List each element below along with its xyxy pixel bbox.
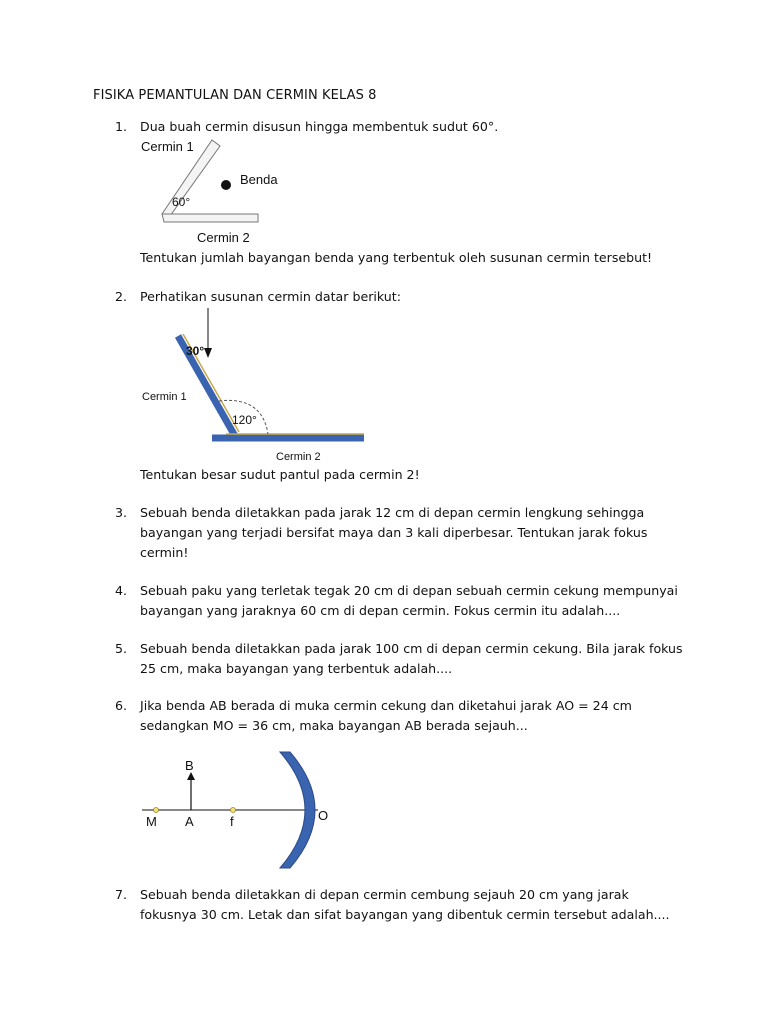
question-text: Perhatikan susunan cermin datar berikut: [140,289,401,304]
mirror-1-label: Cermin 1 [141,139,194,154]
label-m: M [146,814,157,829]
mirror-1-label: Cermin 1 [142,391,187,403]
question-line: 25 cm, maka bayangan yang terbentuk adalah.... [140,661,453,676]
label-a: A [185,814,194,829]
question-line: Sebuah benda diletakkan di depan cermin cembung sejauh 20 cm yang jarak [140,887,629,902]
point-m [154,808,159,813]
question-number: 4. [115,583,128,598]
question-line: Jika benda AB berada di muka cermin cekung dan diketahui jarak AO = 24 cm [140,698,632,713]
figure-concave-mirror [140,750,360,870]
angle-between-label: 120° [232,413,257,427]
mirror-2-shape [162,214,258,222]
question-number: 3. [115,505,128,520]
question-number: 1. [115,119,128,134]
question-number: 6. [115,698,128,713]
point-f [231,808,236,813]
label-f: f [230,814,234,829]
object-dot [221,180,231,190]
question-followup: Tentukan besar sudut pantul pada cermin 2! [140,467,420,482]
question-line: fokusnya 30 cm. Letak dan sifat bayangan yang dibentuk cermin tersebut adalah.... [140,907,670,922]
question-number: 5. [115,641,128,656]
mirror-2-label: Cermin 2 [276,451,321,463]
question-followup: Tentukan jumlah bayangan benda yang terbentuk oleh susunan cermin tersebut! [140,250,653,265]
question-line: cermin! [140,545,189,560]
object-label: Benda [240,172,278,187]
question-line: Sebuah benda diletakkan pada jarak 100 cm di depan cermin cekung. Bila jarak fokus [140,641,683,656]
label-b: B [185,758,194,773]
question-line: Sebuah paku yang terletak tegak 20 cm di depan sebuah cermin cekung mempunyai [140,583,678,598]
label-o: O [318,808,329,823]
question-number: 2. [115,289,128,304]
question-number: 7. [115,887,128,902]
angle-incident-label: 30° [186,344,205,358]
question-line: bayangan yang terjadi bersifat maya dan 3 kali diperbesar. Tentukan jarak fokus [140,525,648,540]
figure-two-mirrors-60 [140,138,290,248]
question-line: bayangan yang jaraknya 60 cm di depan cermin. Fokus cermin itu adalah.... [140,603,621,618]
incident-arrow [204,348,212,358]
mirror-2-label: Cermin 2 [197,230,250,245]
object-arrow-head [187,772,195,780]
document-title: FISIKA PEMANTULAN DAN CERMIN KELAS 8 [93,88,377,103]
question-line: sedangkan MO = 36 cm, maka bayangan AB berada sejauh... [140,718,528,733]
figure-mirrors-120 [140,308,370,468]
angle-label: 60° [172,195,191,209]
question-line: Sebuah benda diletakkan pada jarak 12 cm di depan cermin lengkung sehingga [140,505,645,520]
question-text: Dua buah cermin disusun hingga membentuk sudut 60°. [140,119,499,134]
